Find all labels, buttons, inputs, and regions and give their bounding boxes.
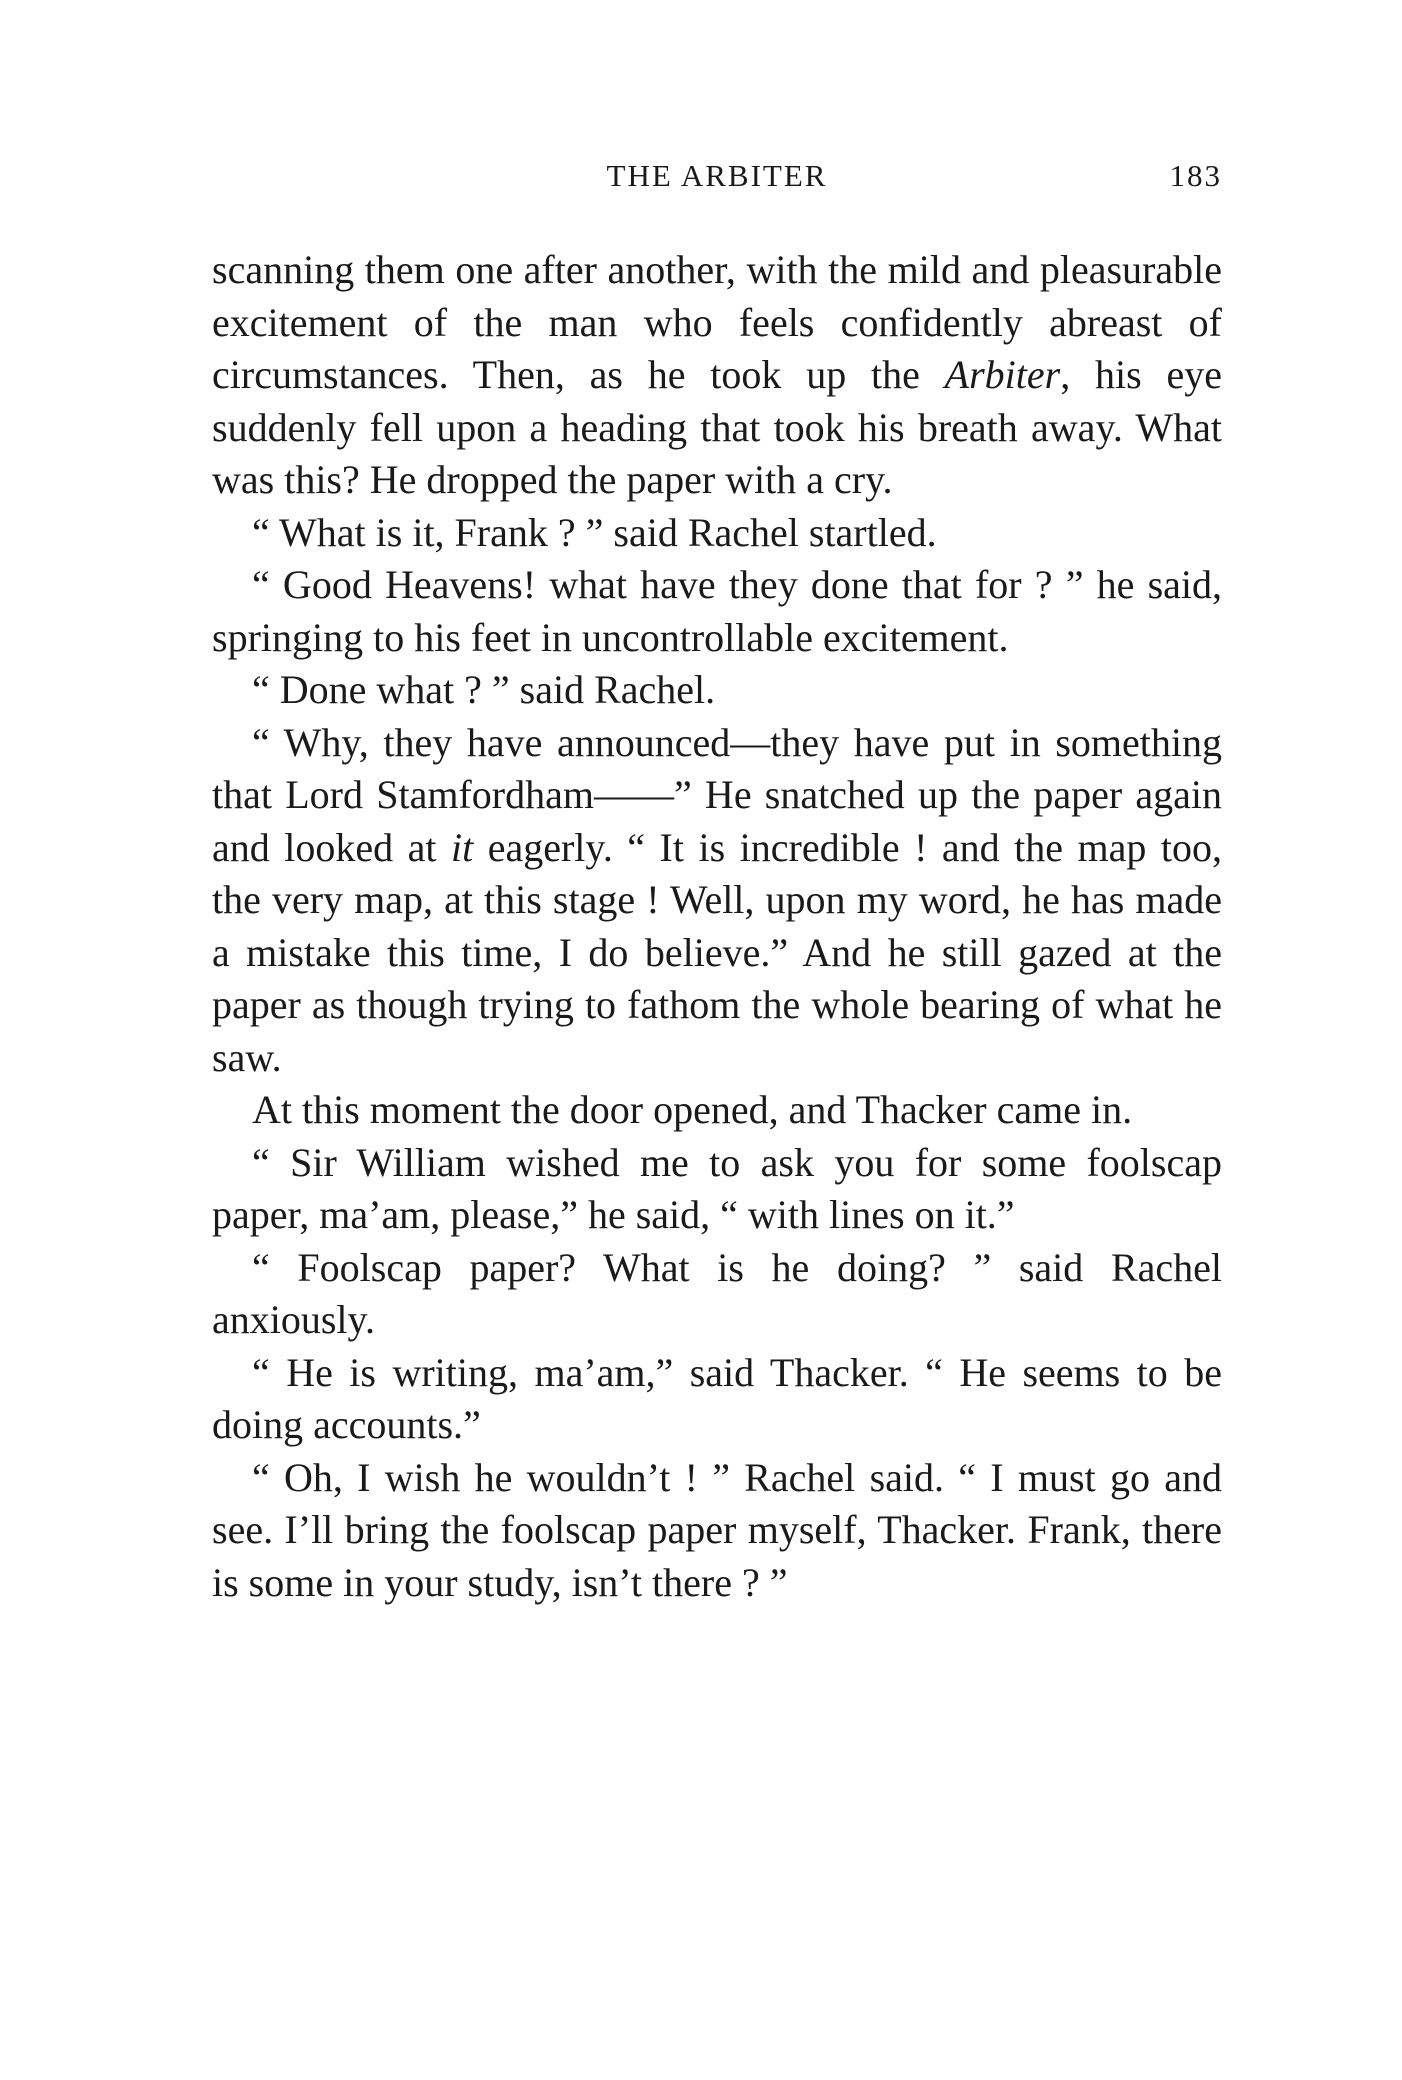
- paragraph-text: , his eye suddenly fell upon a heading that took his breath away. What was this? He dropped the paper with a cry.: [212, 352, 1222, 502]
- paragraph-text: scanning them one after another, with the mild and pleasurable excitement of the man who feels confidently abreast of circumstances. Then, as he took up the: [212, 247, 1222, 397]
- paragraph: [212, 559, 1222, 664]
- italic-text: Arbiter: [944, 352, 1061, 397]
- paragraph: [212, 1084, 1222, 1137]
- paragraph: [212, 1452, 1222, 1610]
- paragraph-text: “ Why, they have announced—they have put in something that Lord Stamfordham——” He snatched up the paper again and looked at: [212, 719, 1222, 870]
- paragraph-text: eagerly. “ It is incredible ! and the map too, the very map, at this stage ! Well, upon my word, he has made a mistake this time, I do believe.” And he still gazed at the paper as though trying to fathom the whole bearing of what he saw.: [212, 824, 1222, 1080]
- running-head: [212, 158, 1222, 202]
- paragraph: [212, 1347, 1222, 1452]
- page-number: 183: [1169, 158, 1222, 193]
- paragraph-text: At this moment the door opened, and Thacker came in.: [252, 1087, 1133, 1132]
- paragraph: [212, 1137, 1222, 1242]
- body-text: [212, 244, 1222, 1609]
- paragraph-text: “ Sir William wished me to ask you for some foolscap paper, ma’am, please,” he said, “ with lines on it.”: [212, 1139, 1222, 1237]
- paragraph: [212, 244, 1222, 507]
- paragraph-text: “ Oh, I wish he wouldn’t ! ” Rachel said. “ I must go and see. I’ll bring the foolscap paper myself, Thacker. Frank, there is some in your study, isn’t there ? ”: [212, 1454, 1222, 1605]
- italic-text: it: [450, 824, 474, 870]
- paragraph-text: “ He is writing, ma’am,” said Thacker. “ He seems to be doing accounts.”: [212, 1349, 1222, 1447]
- paragraph-text: “ Done what ? ” said Rachel.: [252, 667, 716, 712]
- paragraph-text: “ What is it, Frank ? ” said Rachel startled.: [252, 509, 937, 555]
- running-title: THE ARBITER: [606, 158, 828, 193]
- paragraph: [212, 1242, 1222, 1347]
- paragraph: [212, 664, 1222, 717]
- paragraph: [212, 717, 1222, 1085]
- paragraph-text: “ Good Heavens! what have they done that for ? ” he said, springing to his feet in uncontrollable excitement.: [212, 562, 1222, 660]
- paragraph-text: “ Foolscap paper? What is he doing? ” said Rachel anxiously.: [212, 1244, 1222, 1342]
- paragraph: [212, 507, 1222, 560]
